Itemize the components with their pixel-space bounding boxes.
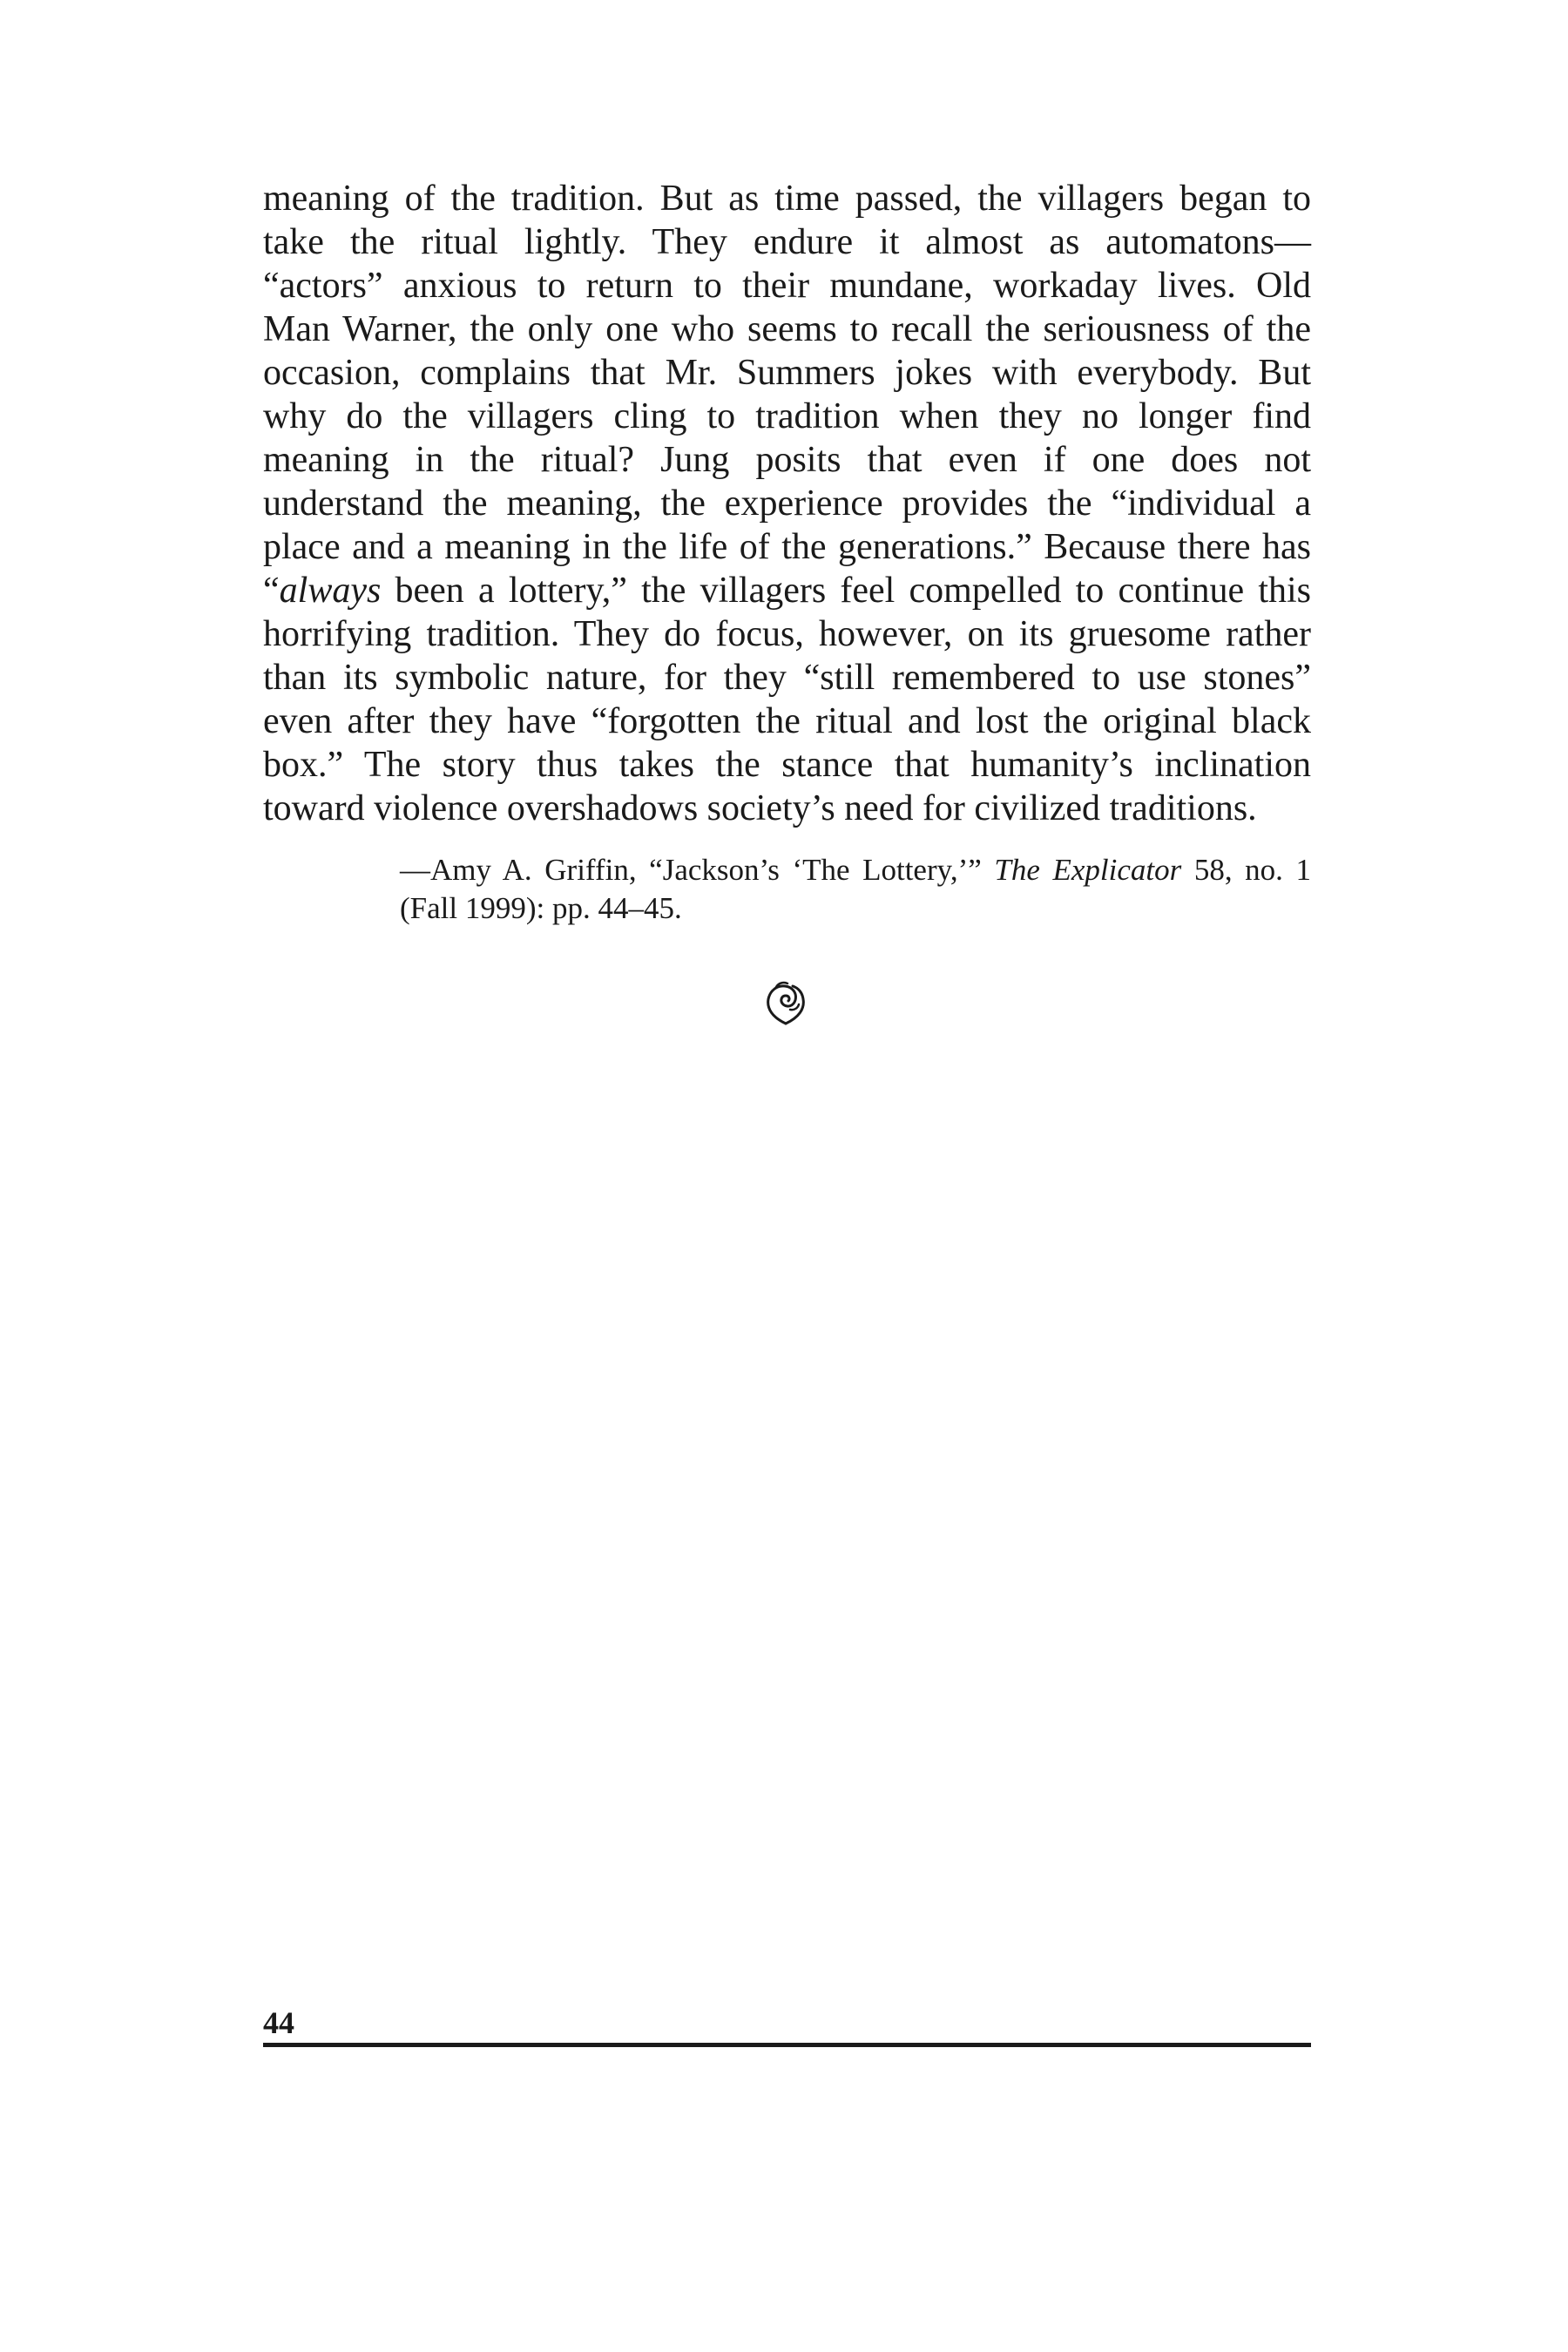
citation-journal: The Explicator (994, 853, 1182, 887)
text-line: even after they have “forgotten the ritual and lost the original black (263, 701, 1311, 741)
essay-paragraph (263, 177, 1311, 830)
italic-always: always (279, 571, 382, 611)
citation (400, 851, 1311, 928)
citation-volume: 58, no. 1 (1181, 853, 1312, 887)
text-line: “actors” anxious to return to their mundane, workaday lives. Old (263, 266, 1311, 306)
footer-rule (263, 2043, 1311, 2047)
line-rest: been a lottery,” the villagers feel compelled to continue this (381, 571, 1311, 611)
text-line: box.” The story thus takes the stance that humanity’s inclination (263, 745, 1311, 785)
text-line: take the ritual lightly. They endure it almost as automatons— (263, 222, 1311, 262)
fleuron-icon (764, 981, 808, 1026)
open-quote: “ (263, 571, 280, 611)
citation-author-title: —Amy A. Griffin, “Jackson’s ‘The Lottery,’” (400, 853, 995, 887)
text-line: meaning of the tradition. But as time passed, the villagers began to (263, 179, 1311, 219)
text-line: toward violence overshadows society’s need for civilized traditions. (263, 788, 1257, 828)
text-line: than its symbolic nature, for they “still remembered to use stones” (263, 658, 1311, 698)
text-line: place and a meaning in the life of the generations.” Because there has (263, 527, 1311, 567)
text-line: Man Warner, the only one who seems to recall the seriousness of the (263, 309, 1311, 349)
text-line: horrifying tradition. They do focus, however, on its gruesome rather (263, 614, 1311, 654)
text-line: meaning in the ritual? Jung posits that even if one does not (263, 440, 1311, 480)
text-line: occasion, complains that Mr. Summers jokes with everybody. But (263, 353, 1311, 393)
citation-line-1 (400, 851, 1311, 889)
page-number: 44 (263, 2005, 294, 2040)
citation-line-2: (Fall 1999): pp. 44–45. (400, 891, 682, 925)
text-line: understand the meaning, the experience provides the “individual a (263, 483, 1311, 524)
text-line: why do the villagers cling to tradition when they no longer find (263, 396, 1311, 436)
text-line (263, 569, 1311, 612)
